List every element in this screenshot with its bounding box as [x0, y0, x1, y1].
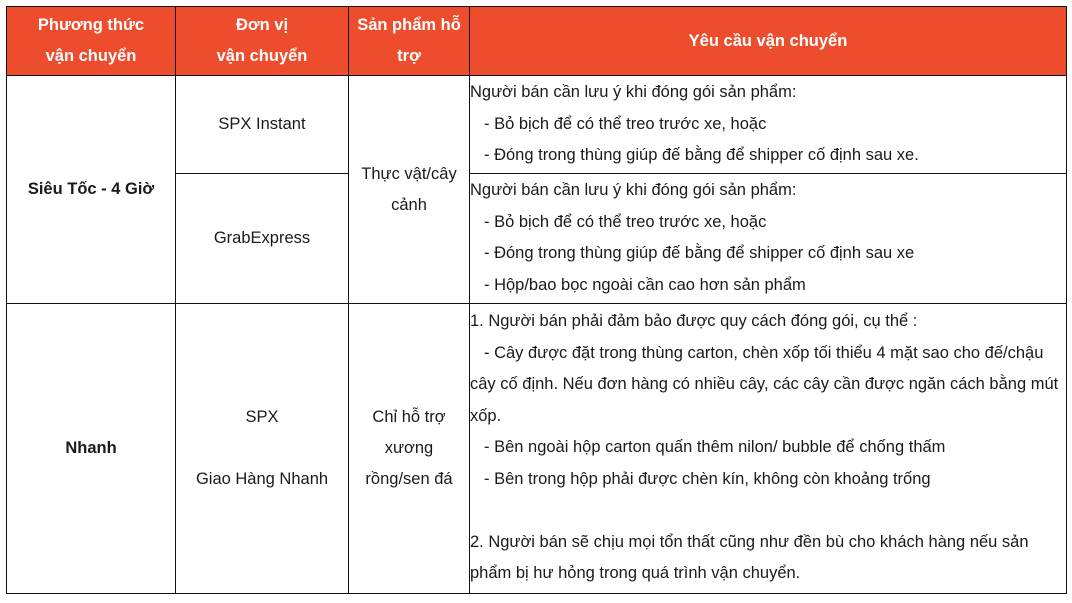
header-text-line: vận chuyển — [216, 47, 308, 65]
table-header — [7, 7, 1067, 76]
requirement-item: - Hộp/bao bọc ngoài cần cao hơn sản phẩm — [484, 275, 806, 294]
header-text-line: Sản phẩm hỗ — [357, 16, 461, 34]
product-label-line: xương — [384, 439, 434, 457]
requirement-item: - Cây được đặt trong thùng carton, chèn xốp tối thiểu 4 mặt sao cho đế/chậu cây cố định. Nếu đơn hàng có nhiều cây, các cây cần được ngăn cách bằng mút xốp. — [470, 343, 1059, 425]
header-text-line: vận chuyển — [45, 47, 137, 65]
requirement-intro: Người bán cần lưu ý khi đóng gói sản phẩm: — [470, 83, 797, 101]
spacer — [470, 495, 1066, 527]
product-label-line: cảnh — [391, 195, 427, 214]
header-carrier — [176, 7, 349, 76]
shipping-requirements-table — [6, 6, 1067, 594]
requirement-item: - Đóng trong thùng giúp đế bằng để shipper cố định sau xe. — [484, 146, 919, 164]
method-label: Siêu Tốc - 4 Giờ — [27, 180, 155, 198]
header-supported-product — [349, 7, 470, 76]
carrier-label: SPX — [245, 408, 279, 426]
product-cell-succulents — [349, 304, 470, 594]
requirement-item: - Bên trong hộp phải được chèn kín, không còn khoảng trống — [484, 469, 931, 488]
requirement-cell-nhanh — [470, 304, 1067, 594]
carrier-cell-spx-instant — [176, 76, 349, 174]
requirement-cell-grabexpress — [470, 174, 1067, 304]
carrier-label: SPX Instant — [218, 115, 306, 133]
product-label-line: Thực vật/cây — [361, 164, 457, 183]
requirement-cell-spx-instant — [470, 76, 1067, 174]
product-label-line: Chỉ hỗ trợ — [372, 408, 446, 426]
carrier-cell-spx-ghn — [176, 304, 349, 594]
requirement-point-2: 2. Người bán sẽ chịu mọi tổn thất cũng như đền bù cho khách hàng nếu sản phẩm bị hư hỏng trong quá trình vận chuyển. — [470, 532, 1029, 582]
table-body — [7, 76, 1067, 594]
requirement-item: - Bỏ bịch để có thể treo trước xe, hoặc — [484, 114, 767, 133]
product-cell-plants — [349, 76, 470, 304]
carrier-cell-grabexpress — [176, 174, 349, 304]
header-shipping-requirement — [470, 7, 1067, 76]
requirement-item: - Bên ngoài hộp carton quấn thêm nilon/ bubble để chống thấm — [484, 438, 946, 456]
requirement-point-1-intro: 1. Người bán phải đảm bảo được quy cách đóng gói, cụ thể : — [470, 312, 918, 330]
carrier-label: GrabExpress — [213, 229, 311, 247]
requirement-item: - Bỏ bịch để có thể treo trước xe, hoặc — [484, 212, 767, 231]
header-text-line: Đơn vị — [235, 16, 289, 34]
header-row — [7, 7, 1067, 76]
table-row — [7, 304, 1067, 594]
product-label-line: rồng/sen đá — [365, 470, 453, 488]
header-text: Yêu cầu vận chuyển — [688, 31, 848, 50]
method-label: Nhanh — [65, 439, 117, 457]
header-shipping-method — [7, 7, 176, 76]
carrier-label: Giao Hàng Nhanh — [195, 470, 329, 488]
requirement-intro: Người bán cần lưu ý khi đóng gói sản phẩm: — [470, 181, 797, 199]
table-row — [7, 76, 1067, 174]
requirement-item: - Đóng trong thùng giúp đế bằng để shipper cố định sau xe — [484, 244, 915, 262]
header-text-line: Phương thức — [37, 16, 145, 34]
header-text-line: trợ — [397, 47, 421, 65]
method-cell-nhanh — [7, 304, 176, 594]
method-cell-sieu-toc — [7, 76, 176, 304]
